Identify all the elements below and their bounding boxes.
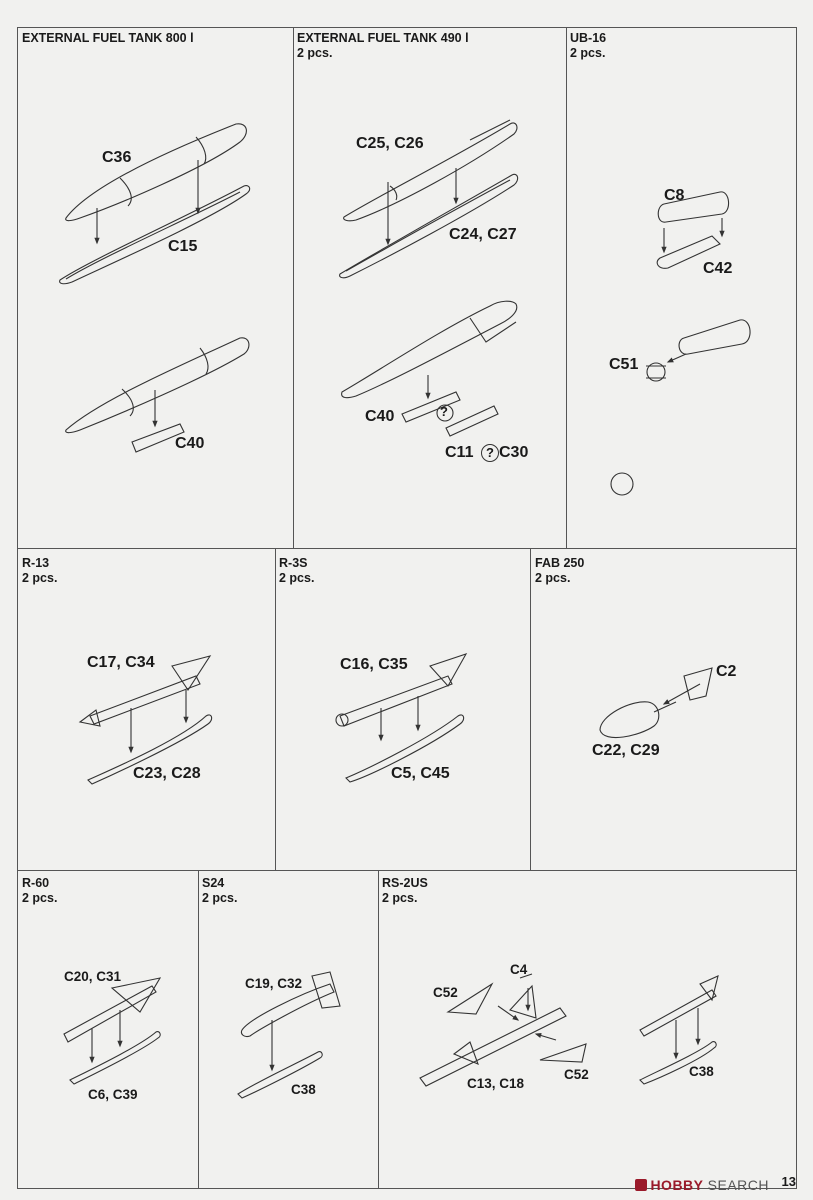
r13-title-text: R-13 bbox=[22, 556, 50, 570]
fab250-qty: 2 pcs. bbox=[535, 571, 571, 585]
fab250-bomb-drawing bbox=[600, 668, 712, 738]
part-label-c13-c18: C13, C18 bbox=[467, 1076, 525, 1091]
part-label-c16-c35: C16, C35 bbox=[340, 656, 408, 673]
r60-title-text: R-60 bbox=[22, 876, 50, 890]
s24-qty: 2 pcs. bbox=[202, 891, 238, 905]
fuel490-title-text: EXTERNAL FUEL TANK 490 l bbox=[297, 31, 469, 45]
rs2us-title-text: RS-2US bbox=[382, 876, 428, 890]
part-label-c24-c27: C24, C27 bbox=[449, 226, 517, 243]
fab250-title bbox=[535, 556, 584, 586]
ub16-pod-drawing bbox=[611, 192, 750, 495]
fuel490-qty: 2 pcs. bbox=[297, 46, 333, 60]
part-label-c38: C38 bbox=[689, 1064, 714, 1079]
rs2us-title bbox=[382, 876, 428, 906]
part-label-c5-c45: C5, C45 bbox=[391, 765, 450, 782]
option-symbol-icon bbox=[611, 473, 633, 495]
part-label-c51: C51 bbox=[609, 356, 639, 373]
watermark-brand: HOBBY bbox=[650, 1177, 704, 1193]
ub16-title-text: UB-16 bbox=[570, 31, 607, 45]
part-label-c19-c32: C19, C32 bbox=[245, 976, 303, 991]
option-symbol: ? bbox=[481, 444, 499, 462]
r3s-title-text: R-3S bbox=[279, 556, 308, 570]
watermark bbox=[635, 1177, 769, 1193]
part-label-c30: C30 bbox=[499, 444, 529, 461]
s24-title bbox=[202, 876, 237, 906]
part-label-c40: C40 bbox=[175, 435, 205, 452]
ub16-qty: 2 pcs. bbox=[570, 46, 606, 60]
r60-missile-drawing bbox=[64, 978, 160, 1084]
fuel-tank-800-upper-drawing bbox=[66, 124, 247, 221]
s24-title-text: S24 bbox=[202, 876, 225, 890]
option-symbol: ? bbox=[440, 404, 448, 419]
ub16-title bbox=[570, 31, 606, 61]
part-label-c4: C4 bbox=[510, 962, 528, 977]
part-label-c22-c29: C22, C29 bbox=[592, 742, 660, 759]
part-label-c25-c26: C25, C26 bbox=[356, 135, 424, 152]
part-label-c8: C8 bbox=[664, 187, 685, 204]
watermark-logo-icon bbox=[635, 1179, 647, 1191]
part-label-c36: C36 bbox=[102, 149, 132, 166]
page-number: 13 bbox=[781, 1174, 796, 1189]
part-label-c15: C15 bbox=[168, 238, 198, 255]
r60-title bbox=[22, 876, 57, 906]
fuel490-title bbox=[297, 31, 469, 61]
r13-qty: 2 pcs. bbox=[22, 571, 58, 585]
part-label-c40: C40 bbox=[365, 408, 395, 425]
part-label-c17-c34: C17, C34 bbox=[87, 654, 155, 671]
watermark-suffix: SEARCH bbox=[707, 1177, 769, 1193]
r3s-title bbox=[279, 556, 314, 586]
fab250-title-text: FAB 250 bbox=[535, 556, 585, 570]
part-label-c42: C42 bbox=[703, 260, 733, 277]
part-label-c2: C2 bbox=[716, 663, 737, 680]
fuel-tank-800-lower-drawing bbox=[60, 186, 250, 284]
r60-qty: 2 pcs. bbox=[22, 891, 58, 905]
part-label-c11: C11 bbox=[445, 444, 474, 461]
part-label-c52: C52 bbox=[564, 1067, 589, 1082]
fuel-tank-800-second-drawing bbox=[66, 338, 249, 452]
part-label-c20-c31: C20, C31 bbox=[64, 969, 122, 984]
rs2us-qty: 2 pcs. bbox=[382, 891, 418, 905]
fuel800-title: EXTERNAL FUEL TANK 800 l bbox=[22, 31, 194, 45]
r3s-qty: 2 pcs. bbox=[279, 571, 315, 585]
r13-title bbox=[22, 556, 57, 586]
part-label-c6-c39: C6, C39 bbox=[88, 1087, 138, 1102]
part-label-c52: C52 bbox=[433, 985, 458, 1000]
part-label-c23-c28: C23, C28 bbox=[133, 765, 201, 782]
part-label-c38: C38 bbox=[291, 1082, 316, 1097]
